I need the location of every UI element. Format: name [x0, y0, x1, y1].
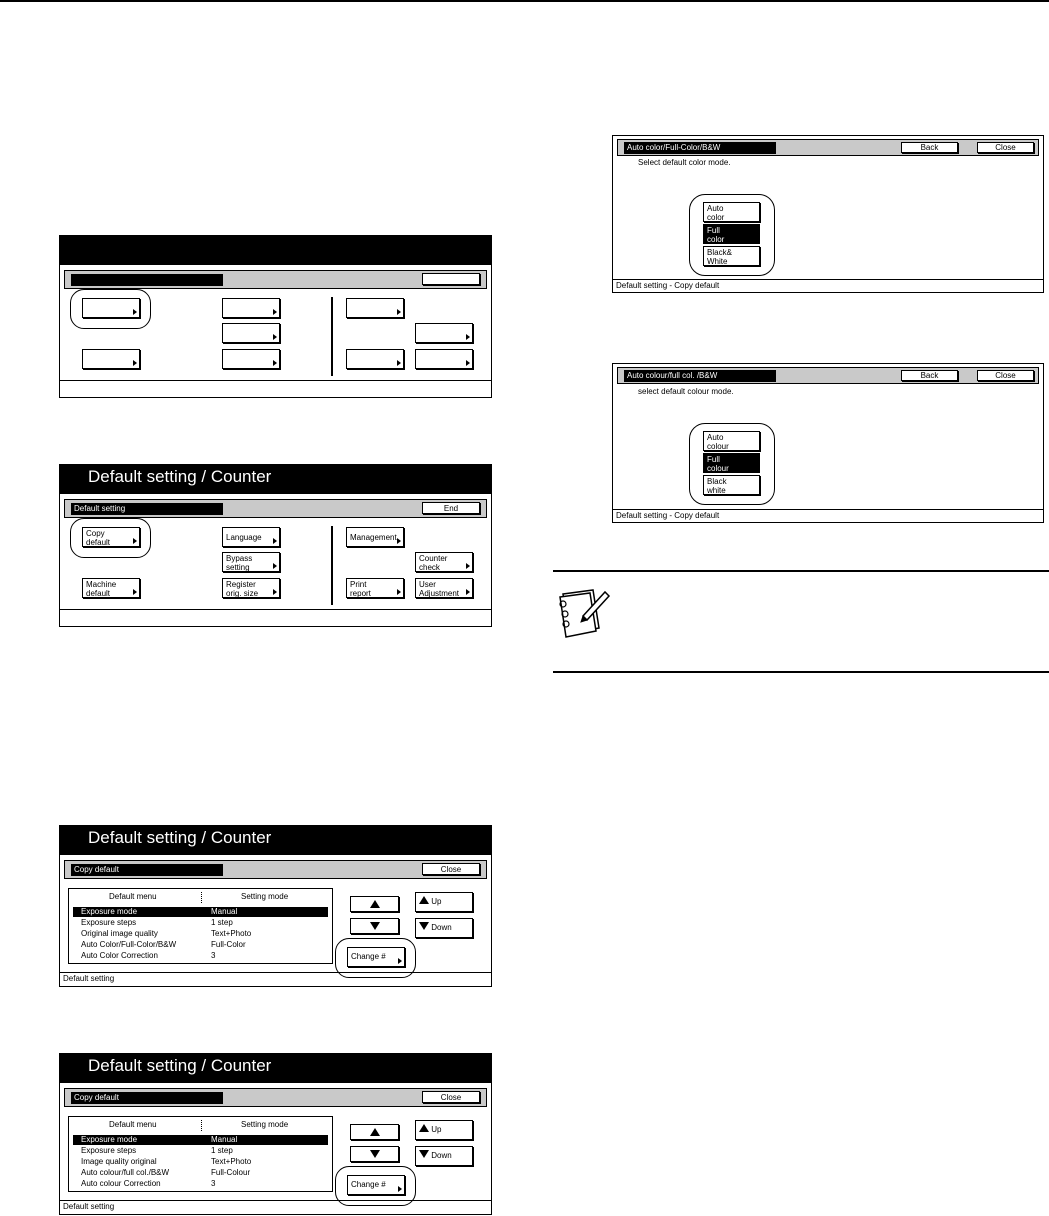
highlight-circle — [689, 194, 775, 276]
end-button[interactable]: End — [422, 502, 480, 514]
language-button[interactable] — [222, 298, 280, 318]
screen-title: Default setting / Counter — [88, 828, 272, 847]
mode-value: 1 step — [211, 918, 233, 927]
menu-name: Auto colour/full col./B&W — [81, 1168, 170, 1177]
note-top-rule — [553, 570, 1049, 572]
list-item[interactable] — [73, 1157, 328, 1167]
down-arrow-icon — [419, 922, 429, 930]
bar-label: Auto colour/full col. /B&W — [624, 370, 776, 382]
auto-colour-button[interactable]: Auto colour — [703, 431, 760, 451]
col-default-menu: Default menu — [109, 892, 157, 901]
status-bar: Default setting - Copy default — [613, 279, 1043, 292]
mode-value: Manual — [211, 1135, 238, 1144]
back-button[interactable]: Back — [901, 142, 958, 153]
menu-name: Auto Color Correction — [81, 951, 158, 960]
scroll-down-button[interactable] — [350, 918, 399, 934]
title-bar — [64, 499, 487, 518]
panel-colour-mode-select-uk — [612, 363, 1044, 523]
mode-value: Text+Photo — [211, 929, 252, 938]
full-color-button[interactable]: Full color — [703, 224, 760, 244]
user-adjustment-button[interactable]: User Adjustment — [415, 578, 473, 598]
bar-label: Copy default — [71, 864, 223, 876]
menu-name: Auto colour Correction — [81, 1179, 161, 1188]
status-bar: Default setting — [60, 972, 491, 986]
title-bar — [617, 139, 1039, 156]
menu-name: Image quality original — [81, 1157, 157, 1166]
mode-value: 3 — [211, 951, 216, 960]
status-bar — [60, 609, 491, 626]
management-button[interactable] — [346, 298, 404, 318]
screen-title: Default setting / Counter — [88, 1056, 272, 1075]
screen-header — [60, 236, 491, 265]
bar-label: Default setting — [71, 503, 223, 515]
black-white-button[interactable]: Black& White — [703, 246, 760, 266]
bar-label: Copy default — [71, 1092, 223, 1104]
instruction-text: select default colour mode. — [638, 387, 734, 396]
up-label: Up — [431, 1125, 442, 1134]
list-item[interactable] — [73, 1179, 328, 1189]
up-button[interactable] — [415, 1120, 473, 1140]
list-item[interactable] — [73, 1135, 328, 1145]
scroll-down-button[interactable] — [350, 1146, 399, 1162]
up-arrow-icon — [419, 1124, 429, 1132]
black-white-button[interactable]: Black white — [703, 475, 760, 495]
screen-header — [60, 826, 491, 855]
up-arrow-icon — [419, 896, 429, 904]
menu-name: Auto Color/Full-Color/B&W — [81, 940, 177, 949]
col-setting-mode: Setting mode — [241, 892, 289, 901]
title-bar — [64, 270, 487, 289]
title-bar — [64, 860, 487, 879]
counter-check-button[interactable]: Counter check — [415, 552, 473, 572]
close-button[interactable]: Close — [977, 142, 1034, 153]
highlight-circle — [70, 518, 151, 558]
panel-copy-default-list — [59, 825, 492, 987]
management-button[interactable]: Management — [346, 527, 404, 547]
column-separator — [201, 892, 202, 903]
down-button[interactable] — [415, 918, 473, 938]
list-item[interactable] — [73, 1168, 328, 1178]
auto-color-button[interactable]: Auto color — [703, 202, 760, 222]
up-arrow-icon — [370, 900, 380, 908]
down-arrow-icon — [419, 1150, 429, 1158]
close-button[interactable]: Close — [422, 863, 480, 875]
menu-name: Exposure steps — [81, 918, 137, 927]
mode-value: Manual — [211, 907, 238, 916]
copy-default-button[interactable]: Copy default — [82, 527, 140, 547]
bar-label — [71, 274, 223, 286]
list-item[interactable] — [73, 918, 328, 928]
menu-name: Exposure mode — [81, 1135, 138, 1144]
top-rule — [0, 0, 1049, 2]
column-separator — [201, 1120, 202, 1131]
up-button[interactable] — [415, 892, 473, 912]
screen-header — [60, 1054, 491, 1083]
scroll-up-button[interactable] — [350, 1124, 399, 1140]
menu-name: Exposure mode — [81, 907, 138, 916]
up-arrow-icon — [370, 1128, 380, 1136]
highlight-circle — [70, 289, 151, 329]
panel-copy-default-list-uk — [59, 1053, 492, 1215]
mode-value: Full-Color — [211, 940, 246, 949]
list-item[interactable] — [73, 940, 328, 950]
register-orig-size-button[interactable]: Register orig. size — [222, 578, 280, 598]
counter-check-button[interactable] — [415, 323, 473, 343]
down-arrow-icon — [370, 1150, 380, 1158]
close-button[interactable]: Close — [422, 1091, 480, 1103]
machine-default-button[interactable]: Machine default — [82, 578, 140, 598]
print-report-button[interactable]: Print report — [346, 578, 404, 598]
language-button[interactable]: Language — [222, 527, 280, 547]
notepad-pencil-icon — [553, 580, 613, 640]
note-bottom-rule — [553, 671, 1049, 673]
divider — [331, 297, 333, 376]
col-setting-mode: Setting mode — [241, 1120, 289, 1129]
screen-header — [60, 465, 491, 494]
change-button[interactable]: Change # — [347, 1175, 405, 1195]
user-adjustment-button[interactable] — [415, 349, 473, 369]
title-bar — [64, 1088, 487, 1107]
bar-label: Auto color/Full-Color/B&W — [624, 142, 776, 154]
up-label: Up — [431, 897, 442, 906]
highlight-circle — [689, 423, 775, 505]
mode-value: 1 step — [211, 1146, 233, 1155]
mode-value: Text+Photo — [211, 1157, 252, 1166]
scroll-up-button[interactable] — [350, 896, 399, 912]
bypass-setting-button[interactable]: Bypass setting — [222, 552, 280, 572]
down-button[interactable] — [415, 1146, 473, 1166]
panel-default-setting — [59, 464, 492, 627]
mode-value: Full-Colour — [211, 1168, 251, 1177]
back-button[interactable]: Back — [901, 370, 958, 381]
change-button[interactable]: Change # — [347, 947, 405, 967]
list-item[interactable] — [73, 929, 328, 939]
status-bar: Default setting - Copy default — [613, 509, 1043, 522]
status-bar: Default setting — [60, 1200, 491, 1214]
bypass-setting-button[interactable] — [222, 323, 280, 343]
list-item[interactable] — [73, 907, 328, 917]
default-menu-list — [68, 1116, 333, 1192]
screen-title: Default setting / Counter — [88, 467, 272, 486]
instruction-text: Select default color mode. — [638, 158, 731, 167]
panel-color-mode-select — [612, 135, 1044, 293]
list-item[interactable] — [73, 1146, 328, 1156]
close-button[interactable]: Close — [977, 370, 1034, 381]
panel-blank-default-setting — [59, 235, 492, 398]
down-label: Down — [431, 1151, 452, 1160]
default-menu-list — [68, 888, 333, 964]
title-bar — [617, 367, 1039, 384]
register-orig-size-button[interactable] — [222, 349, 280, 369]
menu-name: Original image quality — [81, 929, 158, 938]
end-button[interactable] — [422, 273, 480, 285]
list-item[interactable] — [73, 951, 328, 961]
print-report-button[interactable] — [346, 349, 404, 369]
menu-name: Exposure steps — [81, 1146, 137, 1155]
mode-value: 3 — [211, 1179, 216, 1188]
col-default-menu: Default menu — [109, 1120, 157, 1129]
status-bar — [60, 380, 491, 397]
divider — [331, 526, 333, 605]
down-label: Down — [431, 923, 452, 932]
full-colour-button[interactable]: Full colour — [703, 453, 760, 473]
machine-default-button[interactable] — [82, 349, 140, 369]
down-arrow-icon — [370, 922, 380, 930]
